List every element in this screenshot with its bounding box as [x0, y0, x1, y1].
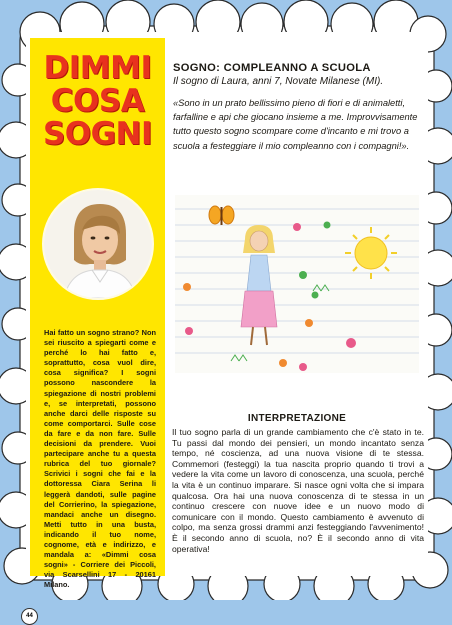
title-line-3: SOGNI — [42, 116, 153, 152]
dream-quote: «Sono in un prato bellissimo pieno di fiori e di animaletti, farfalline e api che giocano insieme a me. Improvvisamente tutto questo sogno scompare come d'incanto e mi trovo a scuola a festeggiare il mio compleanno con i compagni!». — [173, 98, 418, 151]
child-drawing — [175, 195, 419, 373]
interpretation-text: Il tuo sogno parla di un grande cambiamento che c'è stato in te. Tu passi dal mondo dei pensieri, un mondo incantato senza tempo, né coscienza, ad una nuova visione di te stessa. Commemori (festeggi) la tua nascita proprio quando ti trovi a vedere la vita come un lavoro di conoscenza, una scuola, perché la vita è un continuo imparare. Si nasce ogni volta che si impara qualcosa. Ora hai una nuova conoscenza di te stessa in un continuo crescere con nuove idee e un nuovo modo di comunicare con il mondo. Questo cambiamento è avvenuto di colpo, ma senza grossi drammi anzi festeggiando l'avvenimento! È il secondo anno di scuola, no? È il secondo anno di vita operativa! — [172, 427, 424, 554]
title-line-1: DIMMI — [43, 50, 152, 86]
interpretation-title: INTERPRETAZIONE — [247, 413, 347, 424]
dream-subtitle: Il sogno di Laura, anni 7, Novate Milanese (MI). — [173, 76, 384, 87]
sidebar-text: Hai fatto un sogno strano? Non sei riuscito a spiegarti come e perché lo hai fatto e, soprattutto, cosa vuol dire, cosa significa? I sogni possono nascondere la spiegazione di nostri problemi e, se interpretati, possono anche darci delle risposte su come comportarci. Sulle cose da fare e da non fare. Sulle decisioni da prendere. Vuoi partecipare anche tu a questa rubrica del tuo giornale? Scrivici i sogni che fai e la dottoressa Ciara Serina li leggerà dandoti, sulle pagine del Corrierino, la spiegazione, mandaci anche un disegno. Metti tutto in una busta, indicando il tuo nome, cognome, età e indirizzo, e mandala a: «Dimmi cosa sogni» - Corriere dei Piccoli, via Scarsellini 17 - 20161 Milano. — [44, 328, 156, 590]
title-line-2: COSA — [50, 83, 145, 119]
author-portrait — [42, 188, 154, 300]
column-title — [30, 52, 165, 151]
girl-drawing — [241, 225, 277, 345]
sun-drawing — [345, 227, 397, 279]
page-number: 44 — [21, 608, 38, 625]
butterfly-drawing — [209, 206, 234, 225]
dream-title: SOGNO: COMPLEANNO A SCUOLA — [173, 62, 371, 74]
sidebar-panel — [26, 38, 165, 619]
